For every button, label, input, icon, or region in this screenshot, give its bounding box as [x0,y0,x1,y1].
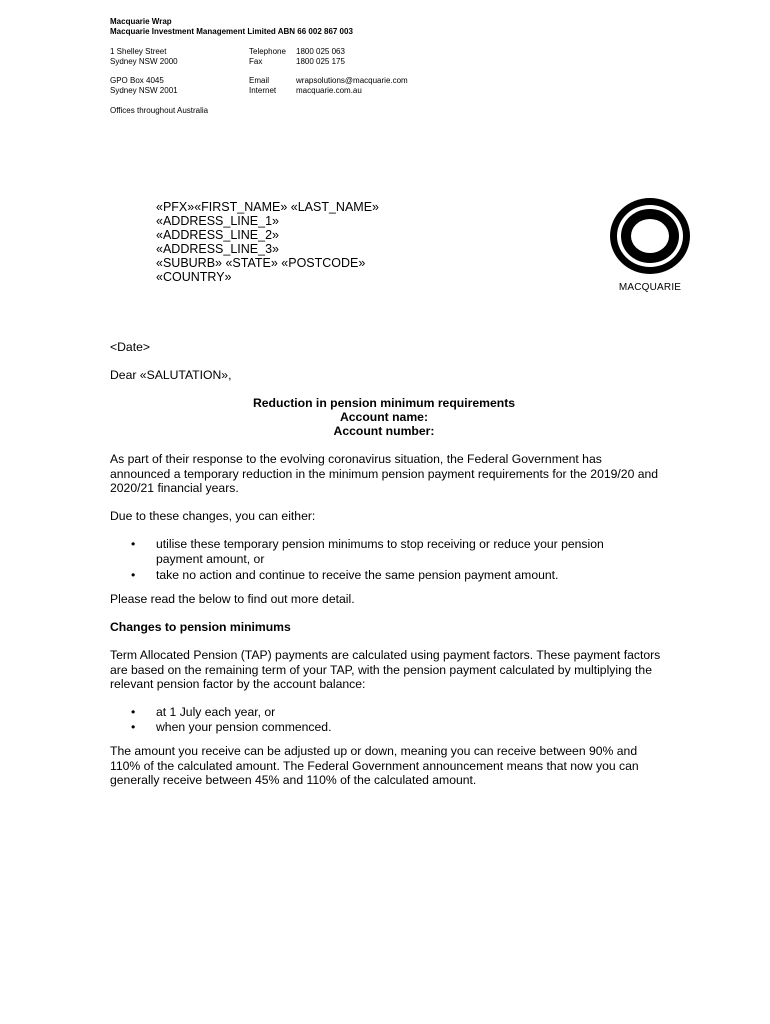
paragraph-options: Due to these changes, you can either: [110,509,316,523]
recipient-line-5: «SUBURB» «STATE» «POSTCODE» [156,256,366,270]
offices-note: Offices throughout Australia [110,106,209,115]
postal-address [110,76,178,96]
company-name: Macquarie Wrap [110,17,172,26]
letter-heading [110,396,658,438]
paragraph-read-more: Please read the below to find out more detail. [110,592,355,606]
recipient-line-3: «ADDRESS_LINE_2» [156,228,279,242]
contact-labels-1 [249,47,299,67]
company-legal-name: Macquarie Investment Management Limited ABN 66 002 867 003 [110,27,353,36]
contact-values-2 [296,76,408,96]
logo-wordmark: MACQUARIE [618,282,682,293]
bullet-icon: • [131,537,136,551]
section-heading: Changes to pension minimums [110,620,291,634]
fax-value: 1800 025 175 [296,57,345,66]
heading-account-number: Account number: [333,424,435,438]
po-line-2: Sydney NSW 2001 [110,86,178,95]
street-address [110,47,178,67]
macquarie-logo [600,195,700,295]
telephone-value: 1800 025 063 [296,47,345,56]
letter-salutation: Dear «SALUTATION», [110,368,232,382]
paragraph-intro: As part of their response to the evolving coronavirus situation, the Federal Government has announced a temporary reduction in the minimum pension payment requirements for the 2019/20 and 2020/21 financial years. [110,452,659,495]
recipient-line-6: «COUNTRY» [156,270,232,284]
recipient-address [156,200,379,284]
bullet-icon: • [131,720,136,734]
email-label: Email [249,76,270,85]
heading-account-name: Account name: [339,410,429,424]
recipient-line-1: «PFX»«FIRST_NAME» «LAST_NAME» [156,200,379,214]
bullet-icon: • [131,705,136,719]
heading-title: Reduction in pension minimum requirements [252,396,516,410]
recipient-line-2: «ADDRESS_LINE_1» [156,214,279,228]
company-header [110,17,353,37]
email-value[interactable]: wrapsolutions@macquarie.com [296,76,408,85]
internet-value[interactable]: macquarie.com.au [296,86,362,95]
paragraph-range: The amount you receive can be adjusted up or down, meaning you can receive between 90% and 110% of the calculated amount. The Federal Government announcement means that now you can generally receive between 45% and 110% of the calculated amount. [110,744,639,787]
bullet-icon: • [131,568,136,582]
fax-label: Fax [249,57,263,66]
recipient-line-4: «ADDRESS_LINE_3» [156,242,279,256]
internet-label: Internet [249,86,277,95]
street-line-1: 1 Shelley Street [110,47,167,56]
paragraph-tap-explained: Term Allocated Pension (TAP) payments are calculated using payment factors. These payment factors are based on the remaining term of your TAP, with the pension payment calculated by multiplying the relevant pension factor by the account balance: [110,648,661,691]
macquarie-holey-dollar-icon [600,195,700,275]
po-line-1: GPO Box 4045 [110,76,164,85]
telephone-label: Telephone [249,47,286,56]
contact-labels-2 [249,76,299,96]
letter-date: <Date> [110,340,150,354]
contact-values-1 [296,47,345,67]
street-line-2: Sydney NSW 2000 [110,57,178,66]
document-page: Macquarie Wrap Macquarie Investment Management Limited ABN 66 002 867 003 1 Shelley Street Sydney NSW 2000 GPO Box 4045 Sydney NSW 2001 Telephone Fax 1800 025 063 1800 025 175 Email Internet wrapsolutions@macquarie.com macquarie.com.au Offices throughout Australia «PFX»«FIRST_NAME» «LAST_NAME» «ADDRESS_LINE_1» «ADDRESS_LINE_2» «ADDRESS_LINE_3» «SUBURB» «STATE» «POSTCODE» «COUNTRY» MACQUARIE <Date> Dear «SALUTATION», Reduction in pension minimum requirements Account name: Account number: As part of their response to the evolving coronavirus situation, the Federal Government has announced a temporary reduction in the minimum pension payment requirements for the 2019/20 and 2020/21 financial years. Due to these changes, you can either: • utilise these temporary pension minimums to stop receiving or reduce your pension payment amount, or • take no action and continue to receive the same pension payment amount. Please read the below to find out more detail. Changes to pension minimums Term Allocated Pension (TAP) payments are calculated using payment factors. These payment factors are based on the remaining term of your TAP, with the pension payment calculated by multiplying the relevant pension factor by the account balance: • at 1 July each year, or • when your pension commenced. The amount you receive can be adjusted up or down, meaning you can receive between 90% and 110% of the calculated amount. The Federal Government announcement means that now you can generally receive between 45% and 110% of the calculated amount. [0,0,770,1024]
